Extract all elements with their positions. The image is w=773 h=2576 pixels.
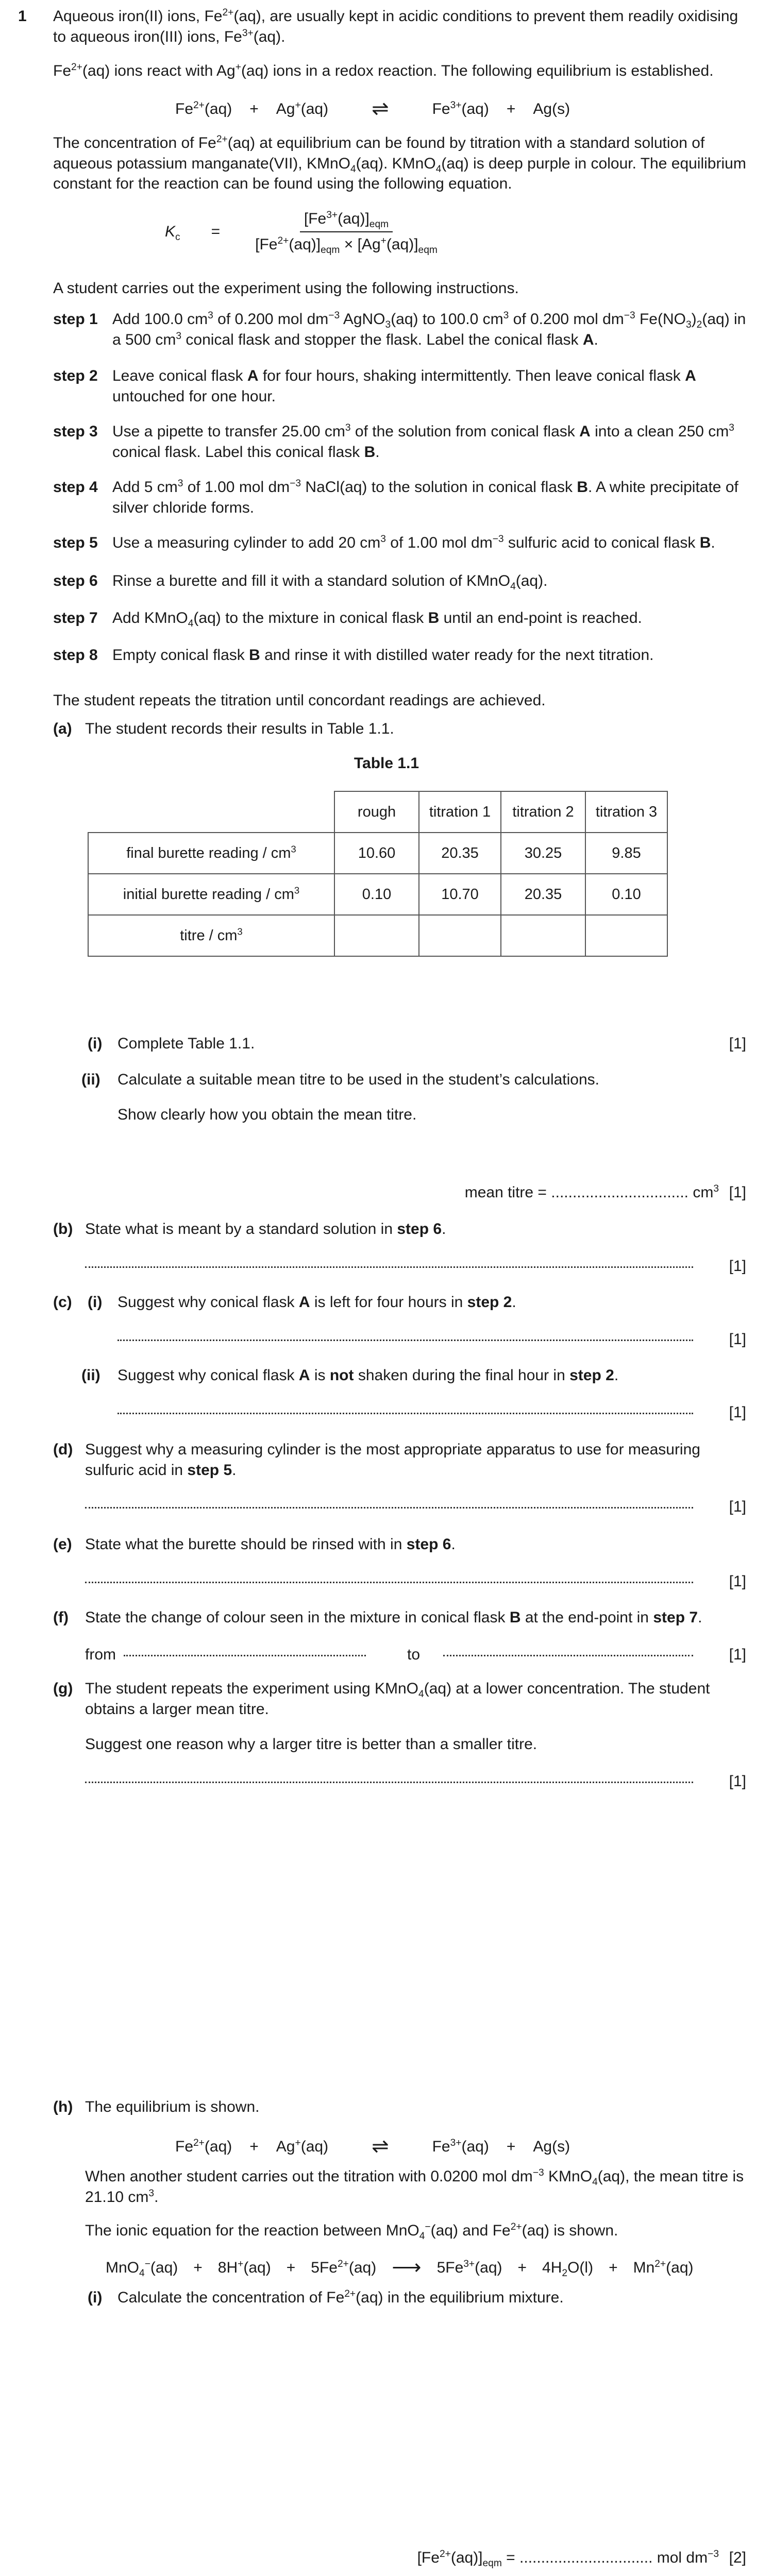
table-cell[interactable] <box>334 915 419 956</box>
equilibrium-equation <box>175 95 570 123</box>
part-g-label: (g) <box>53 1680 73 1697</box>
ionic-water: $4H_2O(l)$ <box>542 2259 594 2279</box>
step-text: Add 5 $cm^3$ of 1.00 mol $dm^{-3}$ NaCl(aq) to the solution in conical flask B. A white precipitate of silver chloride forms. <box>112 478 738 516</box>
kc-denominator: $[Fe^{2+}(aq)]_{eqm} \times [Ag^+(aq)]_{eqm}$ <box>255 235 438 256</box>
part-e-text: State what the burette should be rinsed with in step 6. <box>85 1536 456 1553</box>
eq-product-1: $Fe^{3+}(aq)$ <box>432 99 489 117</box>
part-c-label: (c) <box>53 1294 72 1311</box>
h-eq-product-1: $Fe^{3+}(aq)$ <box>432 2137 489 2155</box>
step-text: Use a measuring cylinder to add 20 $cm^3$ of 1.00 mol $dm^{-3}$ sulfuric acid to conical flask B. <box>112 534 715 551</box>
part-f-mark: [1] <box>729 1646 746 1663</box>
part-c-i-text: Suggest why conical flask A is left for four hours in step 2. <box>117 1294 516 1311</box>
part-d-label: (d) <box>53 1441 73 1458</box>
step-label: step 1 <box>53 311 98 328</box>
step-1 <box>53 309 746 350</box>
part-a-i-text: Complete Table 1.1. <box>117 1035 255 1052</box>
h-eq-product-2: Ag(s) <box>533 2138 570 2155</box>
h-eq-reactant-1: $Fe^{2+}(aq)$ <box>175 2137 232 2155</box>
results-table <box>88 791 668 957</box>
part-h-i-label: (i) <box>88 2289 103 2306</box>
part-f-to-answer[interactable] <box>443 1655 693 1656</box>
part-g-text: The student repeats the experiment using KMnO$_4$(aq) at a lower concentration. The student obtains a larger mean titre. <box>85 1680 710 1718</box>
table-cell: 20.35 <box>419 833 501 874</box>
table-header-cell: titration 2 <box>501 791 585 833</box>
step-4 <box>53 477 746 518</box>
step-text: Add 100.0 $cm^3$ of 0.200 mol $dm^{-3}$ AgNO$_3$(aq) to 100.0 $cm^3$ of 0.200 mol $dm^{-3}$ $Fe(NO_3)_2(aq)$ in a 500 $cm^3$ conical flask and stopper the flask. Label the conical flask A. <box>112 310 746 348</box>
part-g-text2: Suggest one reason why a larger titre is better than a smaller titre. <box>85 1736 537 1753</box>
step-text: Leave conical flask A for four hours, shaking intermittently. Then leave conical flask A untouched for one hour. <box>112 367 696 405</box>
table-cell[interactable] <box>419 915 501 956</box>
table-cell: 0.10 <box>585 874 667 915</box>
ionic-plus-3: + <box>517 2259 527 2276</box>
intro-paragraph-2: $Fe^{2+}(aq)$ ions react with Ag+(aq) ions in a redox reaction. The following equilibrium is established. <box>53 62 714 79</box>
part-d-mark: [1] <box>729 1498 746 1515</box>
part-h-i-text: Calculate the concentration of $Fe^{2+}(aq)$ in the equilibrium mixture. <box>117 2289 564 2306</box>
h-equilibrium-equation <box>175 2133 570 2160</box>
step-text: Use a pipette to transfer 25.00 $cm^3$ of the solution from conical flask A into a clean 250 $cm^3$ conical flask. Label this conical flask B. <box>112 422 734 461</box>
part-c-i-label: (i) <box>88 1294 103 1311</box>
part-h-i-mark: [2] <box>729 2549 746 2566</box>
eq-reactant-2: Ag+(aq) <box>276 99 329 117</box>
table-cell: 30.25 <box>501 833 585 874</box>
table-cell: 10.60 <box>334 833 419 874</box>
part-d-text: Suggest why a measuring cylinder is the most appropriate apparatus to use for measuring sulfuric acid in step 5. <box>85 1441 700 1479</box>
ionic-fe2: $5Fe^{2+}(aq)$ <box>311 2258 377 2276</box>
part-e-answer-line[interactable] <box>85 1582 693 1583</box>
ionic-plus-1: + <box>193 2259 203 2276</box>
part-g-mark: [1] <box>729 1773 746 1790</box>
eq-plus-1: + <box>249 100 259 117</box>
part-e-label: (e) <box>53 1536 72 1553</box>
h-eq-plus-1: + <box>249 2138 259 2155</box>
step-label: step 4 <box>53 479 98 496</box>
kc-symbol: $K_c$ <box>165 223 180 243</box>
mean-titre-answer[interactable]: mean titre = ................................ $cm^3$ <box>464 1183 719 1201</box>
part-b-label: (b) <box>53 1221 73 1238</box>
eq-reactant-1: $Fe^{2+}(aq)$ <box>175 99 232 117</box>
table-row <box>88 833 667 874</box>
step-text: Add KMnO$_4$(aq) to the mixture in conical flask B until an end-point is reached. <box>112 609 642 629</box>
part-e-mark: [1] <box>729 1573 746 1590</box>
intro-paragraph-3: The concentration of $Fe^{2+}(aq)$ at equilibrium can be found by titration with a standard solution of aqueous potassium manganate(VII), KMnO$_4$(aq). KMnO$_4$(aq) is deep purple in colour. The equilibrium constant for the reaction can be found using the following equation. <box>53 134 746 193</box>
part-a-text: The student records their results in Table 1.1. <box>85 720 394 737</box>
step-label: step 7 <box>53 609 98 626</box>
part-b-answer-line[interactable] <box>85 1266 693 1268</box>
part-b-text: State what is meant by a standard solution in step 6. <box>85 1221 446 1238</box>
table-cell: 9.85 <box>585 833 667 874</box>
part-h-text3: The ionic equation for the reaction between MnO$_4$−(aq) and $Fe^{2+}(aq)$ is shown. <box>85 2222 618 2242</box>
part-f-from-answer[interactable] <box>124 1655 366 1656</box>
question-number: 1 <box>18 8 27 25</box>
step-3 <box>53 421 746 462</box>
table-header-blank <box>88 791 334 833</box>
table-cell: 10.70 <box>419 874 501 915</box>
intro-paragraph-4: A student carries out the experiment using the following instructions. <box>53 280 519 297</box>
table-row-label: titre / $cm^3$ <box>88 915 334 956</box>
table-row <box>88 874 667 915</box>
part-a-ii-mark: [1] <box>729 1184 746 1201</box>
part-f-to-label: to <box>407 1646 421 1663</box>
ionic-fe3: $5Fe^{3+}(aq)$ <box>436 2258 502 2276</box>
table-title: Table 1.1 <box>354 755 419 772</box>
intro-paragraph-1: Aqueous iron(II) ions, $Fe^{2+}(aq)$, are usually kept in acidic conditions to prevent them readily oxidising to aqueous iron(III) ions, $Fe^{3+}(aq)$. <box>53 7 738 45</box>
kc-fraction <box>251 209 442 255</box>
part-g-answer-line[interactable] <box>85 1782 693 1783</box>
step-label: step 5 <box>53 534 98 551</box>
part-c-i-answer-line[interactable] <box>117 1340 693 1341</box>
part-f-from-label: from <box>85 1646 116 1663</box>
table-row <box>88 915 667 956</box>
step-5 <box>53 533 746 553</box>
fe2-eqm-answer[interactable]: $[Fe^{2+}(aq)]_{eqm}$ = ............................... mol $dm^{-3}$ <box>417 2549 719 2569</box>
table-header-row <box>88 791 667 833</box>
h-eq-equilibrium-arrow: ⇌ <box>372 2135 389 2158</box>
table-header-cell: titration 1 <box>419 791 501 833</box>
table-row-label: final burette reading / $cm^3$ <box>88 833 334 874</box>
ionic-mn2: $Mn^{2+}(aq)$ <box>633 2258 694 2276</box>
table-cell[interactable] <box>585 915 667 956</box>
kc-expression <box>165 209 442 255</box>
step-label: step 3 <box>53 423 98 440</box>
step-label: step 8 <box>53 647 98 664</box>
repeat-text: The student repeats the titration until concordant readings are achieved. <box>53 692 546 709</box>
ionic-arrow: ⟶ <box>392 2256 422 2279</box>
part-c-ii-text: Suggest why conical flask A is not shaken during the final hour in step 2. <box>117 1367 619 1384</box>
eq-equilibrium-arrow: ⇌ <box>372 97 389 120</box>
step-6 <box>53 571 746 591</box>
step-label: step 6 <box>53 572 98 589</box>
h-eq-reactant-2: Ag+(aq) <box>276 2137 329 2155</box>
kc-numerator: $[Fe^{3+}(aq)]_{eqm}$ <box>300 209 393 232</box>
table-cell: 20.35 <box>501 874 585 915</box>
part-a-ii-label: (ii) <box>81 1071 100 1088</box>
table-header-cell: rough <box>334 791 419 833</box>
part-a-i-label: (i) <box>88 1035 103 1052</box>
h-eq-plus-2: + <box>506 2138 516 2155</box>
table-header-cell: titration 3 <box>585 791 667 833</box>
table-cell[interactable] <box>501 915 585 956</box>
step-label: step 2 <box>53 367 98 384</box>
part-a-i-mark: [1] <box>729 1035 746 1052</box>
part-c-i-mark: [1] <box>729 1331 746 1348</box>
part-h-label: (h) <box>53 2098 73 2115</box>
part-c-ii-answer-line[interactable] <box>117 1413 693 1414</box>
step-8 <box>53 645 746 666</box>
part-a-ii-text: Calculate a suitable mean titre to be used in the student’s calculations. <box>117 1071 600 1088</box>
step-text: Empty conical flask B and rinse it with distilled water ready for the next titration. <box>112 647 654 664</box>
table-cell: 0.10 <box>334 874 419 915</box>
part-h-text2: When another student carries out the titration with 0.0200 mol $dm^{-3}$ KMnO$_4$(aq), the mean titre is 21.10 $cm^3$. <box>85 2167 744 2206</box>
eq-product-2: Ag(s) <box>533 100 570 117</box>
step-2 <box>53 366 746 406</box>
part-f-text: State the change of colour seen in the mixture in conical flask B at the end-point in step 7. <box>85 1609 702 1626</box>
ionic-equation <box>106 2254 694 2281</box>
table-row-label: initial burette reading / $cm^3$ <box>88 874 334 915</box>
ionic-plus-2: + <box>286 2259 296 2276</box>
part-d-answer-line[interactable] <box>85 1507 693 1509</box>
ionic-plus-4: + <box>609 2259 618 2276</box>
part-b-mark: [1] <box>729 1258 746 1275</box>
part-h-text: The equilibrium is shown. <box>85 2098 260 2115</box>
step-text: Rinse a burette and fill it with a standard solution of KMnO$_4$(aq). <box>112 572 548 592</box>
part-a-label: (a) <box>53 720 72 737</box>
ionic-h: 8H+(aq) <box>217 2258 271 2276</box>
part-a-ii-text2: Show clearly how you obtain the mean titre. <box>117 1106 417 1123</box>
kc-equals: = <box>211 223 221 240</box>
step-7 <box>53 608 746 629</box>
part-c-ii-mark: [1] <box>729 1404 746 1421</box>
eq-plus-2: + <box>506 100 516 117</box>
part-f-label: (f) <box>53 1609 69 1626</box>
part-c-ii-label: (ii) <box>81 1367 100 1384</box>
ionic-mno4: MnO$_4$−(aq) <box>106 2258 178 2279</box>
